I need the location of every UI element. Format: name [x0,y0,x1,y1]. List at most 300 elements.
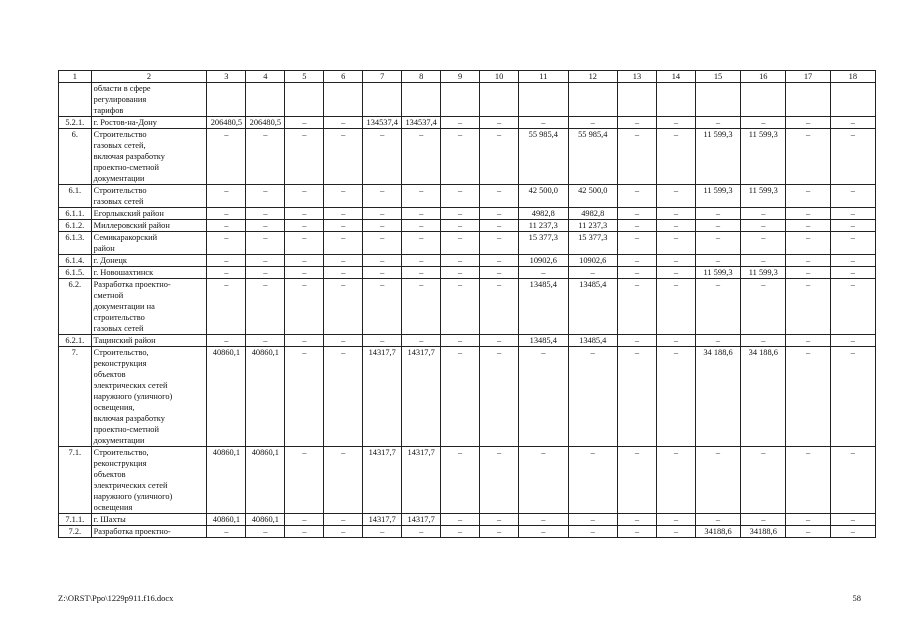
value-cell: 11 237,3 [568,220,617,232]
value-cell: – [656,255,695,267]
value-cell: – [480,255,519,267]
value-cell: – [363,526,402,538]
column-header: 8 [402,71,441,83]
value-cell: – [363,129,402,185]
value-cell: – [402,129,441,185]
value-cell [363,83,402,117]
value-cell: – [741,117,786,129]
value-cell: – [656,347,695,447]
value-cell: 13485,4 [519,335,568,347]
value-cell: – [285,279,324,335]
value-cell: – [324,267,363,279]
value-cell: – [830,220,875,232]
value-cell: – [246,267,285,279]
value-cell: 55 985,4 [519,129,568,185]
value-cell: – [617,220,656,232]
value-cell [568,83,617,117]
value-cell: – [830,447,875,514]
value-cell: – [786,232,830,255]
value-cell: – [480,526,519,538]
row-name-line: освещения, [93,403,135,412]
value-cell: – [617,129,656,185]
value-cell [786,83,830,117]
value-cell: – [480,267,519,279]
value-cell: – [324,129,363,185]
row-name-line: документации на [93,302,155,311]
value-cell: 15 377,3 [568,232,617,255]
value-cell: – [741,255,786,267]
value-cell [285,83,324,117]
value-cell: – [441,255,480,267]
table-row [59,117,876,129]
row-name [91,514,207,526]
page-number: 58 [852,593,861,603]
value-cell: – [363,255,402,267]
value-cell: 14317,7 [402,514,441,526]
value-cell: – [246,335,285,347]
row-name-line: газовых сетей [93,197,144,206]
value-cell: – [363,335,402,347]
value-cell: 40860,1 [207,514,246,526]
value-cell: 10902,6 [519,255,568,267]
value-cell: – [441,347,480,447]
value-cell: – [830,129,875,185]
value-cell: – [830,267,875,279]
row-name-line: г. Донецк [93,256,127,265]
column-header: 18 [830,71,875,83]
value-cell: – [656,129,695,185]
value-cell: – [568,267,617,279]
row-number: 6.1.5. [59,267,92,279]
value-cell: 14317,7 [402,347,441,447]
row-name-line: Семикаракорский [93,233,158,242]
value-cell: – [656,279,695,335]
value-cell: – [519,347,568,447]
value-cell: – [324,117,363,129]
value-cell: – [617,335,656,347]
value-cell: – [324,255,363,267]
row-number: 7.2. [59,526,92,538]
value-cell: – [617,279,656,335]
value-cell: – [207,129,246,185]
value-cell: – [617,267,656,279]
value-cell: – [285,232,324,255]
table-row [59,255,876,267]
value-cell: – [695,208,740,220]
value-cell: – [480,279,519,335]
value-cell: – [402,335,441,347]
value-cell: – [656,208,695,220]
value-cell: – [617,185,656,208]
value-cell: – [741,208,786,220]
row-name-line: г. Новошахтинск [93,268,154,277]
value-cell: – [741,232,786,255]
value-cell: – [207,526,246,538]
value-cell: – [617,347,656,447]
value-cell [695,83,740,117]
value-cell: – [207,220,246,232]
column-header: 11 [519,71,568,83]
row-name-line: газовых сетей [93,324,144,333]
row-name-line: Строительство [93,130,147,139]
row-name-line: регулирования [93,95,147,104]
value-cell: – [441,220,480,232]
value-cell: – [480,447,519,514]
column-header-row [59,71,876,83]
value-cell: 40860,1 [246,514,285,526]
value-cell: 11 599,3 [741,129,786,185]
value-cell: – [695,117,740,129]
column-header: 14 [656,71,695,83]
value-cell [441,83,480,117]
row-name-line: проектно-сметной [93,163,159,172]
value-cell: – [207,267,246,279]
value-cell: – [480,232,519,255]
row-name-line: Строительство, [93,448,149,457]
column-header: 5 [285,71,324,83]
value-cell: – [324,347,363,447]
value-cell: 11 599,3 [741,267,786,279]
table-row [59,514,876,526]
row-name [91,526,207,538]
value-cell: – [786,526,830,538]
value-cell: 11 599,3 [695,185,740,208]
value-cell: – [656,117,695,129]
row-name-line: Разработка проектно- [93,527,171,536]
row-number [59,83,92,117]
value-cell: – [324,279,363,335]
row-name-line: реконструкция [93,459,147,468]
value-cell: – [207,185,246,208]
row-number: 7.1. [59,447,92,514]
value-cell: – [519,117,568,129]
row-name [91,447,207,514]
value-cell: – [285,347,324,447]
column-header: 6 [324,71,363,83]
row-name-line: наружного (уличного) [93,492,173,501]
row-number: 6.2.1. [59,335,92,347]
value-cell: – [324,208,363,220]
value-cell: – [830,208,875,220]
budget-table [58,70,876,538]
value-cell: – [363,279,402,335]
value-cell [519,83,568,117]
value-cell [480,83,519,117]
value-cell: – [246,526,285,538]
value-cell: – [246,279,285,335]
column-header: 7 [363,71,402,83]
value-cell: – [656,185,695,208]
value-cell: – [830,232,875,255]
row-number: 6.2. [59,279,92,335]
row-name [91,208,207,220]
value-cell: – [285,267,324,279]
table-row [59,267,876,279]
row-name-line: г. Ростов-на-Дону [93,118,157,127]
value-cell: – [207,232,246,255]
value-cell: – [441,185,480,208]
value-cell: – [830,347,875,447]
value-cell: – [656,335,695,347]
value-cell: – [246,208,285,220]
row-number: 6.1.1. [59,208,92,220]
file-path: Z:\ORST\Ppo\1229p911.f16.docx [58,593,174,603]
table-row [59,447,876,514]
value-cell: – [207,255,246,267]
value-cell: – [246,129,285,185]
value-cell: – [441,335,480,347]
value-cell: – [786,129,830,185]
value-cell: – [402,267,441,279]
value-cell: – [695,447,740,514]
value-cell: – [786,117,830,129]
value-cell: – [568,447,617,514]
value-cell: – [830,185,875,208]
value-cell: – [285,255,324,267]
row-number: 6.1.4. [59,255,92,267]
value-cell: – [480,335,519,347]
value-cell: 11 237,3 [519,220,568,232]
value-cell: – [480,185,519,208]
table-row [59,185,876,208]
value-cell: – [786,255,830,267]
row-name-line: Тацинский район [93,336,156,345]
value-cell: – [285,117,324,129]
value-cell: 15 377,3 [519,232,568,255]
value-cell [617,83,656,117]
value-cell: – [363,232,402,255]
value-cell: – [695,335,740,347]
value-cell: – [519,526,568,538]
value-cell: – [656,232,695,255]
value-cell: – [656,220,695,232]
value-cell: – [480,208,519,220]
column-header: 13 [617,71,656,83]
value-cell: – [480,117,519,129]
value-cell: – [741,447,786,514]
value-cell: – [617,232,656,255]
value-cell: – [441,279,480,335]
value-cell: 34188,6 [695,526,740,538]
value-cell: – [324,232,363,255]
value-cell: – [830,279,875,335]
value-cell: – [402,526,441,538]
row-name-line: район [93,244,115,253]
value-cell: – [568,514,617,526]
value-cell: – [402,232,441,255]
value-cell: 4982,8 [519,208,568,220]
row-name [91,83,207,117]
row-name-line: документации [93,174,145,183]
value-cell: – [441,447,480,514]
value-cell: – [285,208,324,220]
column-header: 3 [207,71,246,83]
row-name [91,129,207,185]
value-cell: 34 188,6 [695,347,740,447]
value-cell: 40860,1 [246,347,285,447]
row-number: 6.1.3. [59,232,92,255]
value-cell: 206480,5 [207,117,246,129]
row-name-line: Разработка проектно- [93,280,171,289]
value-cell: – [786,220,830,232]
value-cell: – [246,185,285,208]
value-cell: – [285,220,324,232]
value-cell: 14317,7 [363,347,402,447]
value-cell: – [246,232,285,255]
value-cell: – [363,267,402,279]
value-cell: – [695,279,740,335]
value-cell: – [617,447,656,514]
table-row [59,208,876,220]
value-cell: 13485,4 [568,279,617,335]
value-cell: – [617,255,656,267]
value-cell: – [441,129,480,185]
value-cell: 34188,6 [741,526,786,538]
value-cell: 13485,4 [568,335,617,347]
value-cell [741,83,786,117]
value-cell: – [441,267,480,279]
value-cell: – [402,208,441,220]
row-name [91,232,207,255]
column-header: 10 [480,71,519,83]
value-cell: – [363,208,402,220]
row-name-line: наружного (уличного) [93,392,173,401]
column-header: 2 [91,71,207,83]
value-cell: 40860,1 [207,447,246,514]
value-cell: – [285,526,324,538]
row-name-line: сметной [93,291,124,300]
table-row [59,335,876,347]
value-cell: – [617,514,656,526]
value-cell: – [441,208,480,220]
value-cell: – [830,526,875,538]
value-cell: 14317,7 [402,447,441,514]
value-cell: – [207,208,246,220]
table-row [59,526,876,538]
value-cell: – [617,117,656,129]
column-header: 4 [246,71,285,83]
value-cell: – [830,514,875,526]
value-cell: – [830,255,875,267]
row-name [91,267,207,279]
value-cell: 134537,4 [363,117,402,129]
value-cell: 11 599,3 [695,129,740,185]
value-cell: – [741,279,786,335]
value-cell: – [285,129,324,185]
value-cell: – [324,185,363,208]
value-cell: – [441,117,480,129]
value-cell: – [402,220,441,232]
value-cell: – [656,267,695,279]
value-cell: – [402,255,441,267]
row-name-line: электрических сетей [93,481,168,490]
row-name-line: газовых сетей, [93,141,146,150]
row-number: 6.1. [59,185,92,208]
value-cell: – [246,220,285,232]
row-name [91,347,207,447]
value-cell: – [480,347,519,447]
value-cell: – [285,185,324,208]
value-cell: – [695,255,740,267]
value-cell [830,83,875,117]
value-cell: 206480,5 [246,117,285,129]
row-name [91,220,207,232]
value-cell: – [441,526,480,538]
value-cell: – [830,117,875,129]
table-row [59,232,876,255]
row-name [91,279,207,335]
table-row [59,129,876,185]
row-number: 6. [59,129,92,185]
row-name-line: тарифов [93,106,124,115]
row-name-line: Строительство [93,186,147,195]
value-cell: – [519,447,568,514]
value-cell: – [324,514,363,526]
row-number: 7. [59,347,92,447]
value-cell: – [324,447,363,514]
row-name-line: строительство [93,313,145,322]
column-header: 1 [59,71,92,83]
value-cell: – [656,447,695,514]
row-name-line: реконструкция [93,359,147,368]
value-cell: 10902,6 [568,255,617,267]
table-row [59,83,876,117]
value-cell: – [441,514,480,526]
value-cell: – [741,335,786,347]
table-row [59,279,876,335]
value-cell: 40860,1 [246,447,285,514]
value-cell: 11 599,3 [695,267,740,279]
row-name-line: включая разработку [93,152,165,161]
row-name [91,117,207,129]
value-cell: – [402,185,441,208]
row-name-line: документации [93,436,145,445]
value-cell: – [695,220,740,232]
value-cell: – [568,117,617,129]
value-cell: – [285,514,324,526]
row-name [91,255,207,267]
row-name-line: проектно-сметной [93,425,159,434]
value-cell: – [617,526,656,538]
value-cell: – [741,220,786,232]
value-cell: – [207,335,246,347]
row-name-line: Строительство, [93,348,149,357]
value-cell: – [786,208,830,220]
column-header: 12 [568,71,617,83]
value-cell [402,83,441,117]
table-row [59,220,876,232]
value-cell: 14317,7 [363,447,402,514]
column-header: 17 [786,71,830,83]
value-cell: – [786,279,830,335]
value-cell: – [656,526,695,538]
value-cell: – [402,279,441,335]
row-name [91,185,207,208]
value-cell: – [568,526,617,538]
value-cell: – [519,267,568,279]
row-name-line: области в сфере [93,84,151,93]
value-cell: – [786,335,830,347]
value-cell: – [786,185,830,208]
value-cell [246,83,285,117]
column-header: 16 [741,71,786,83]
row-name-line: освещения [93,503,133,512]
value-cell: 13485,4 [519,279,568,335]
value-cell: – [441,232,480,255]
row-name-line: включая разработку [93,414,165,423]
value-cell: – [568,347,617,447]
row-number: 5.2.1. [59,117,92,129]
